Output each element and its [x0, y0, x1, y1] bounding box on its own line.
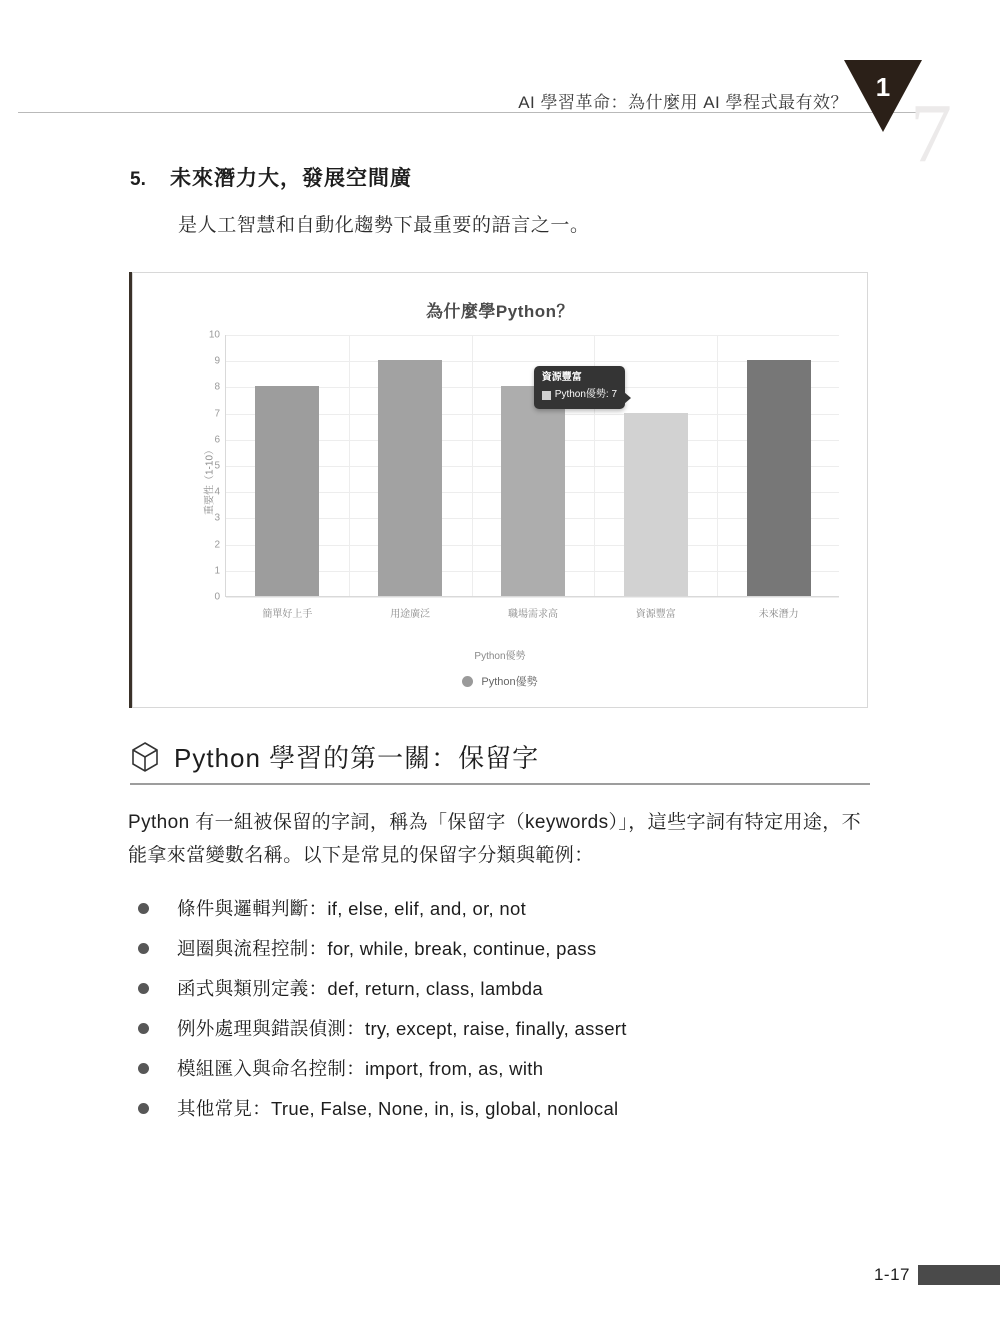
chart-bar[interactable]	[747, 360, 811, 596]
bullet-dot-icon	[138, 943, 149, 954]
chart-legend[interactable]	[133, 673, 867, 689]
y-axis-tick-label: 0	[214, 591, 220, 603]
y-axis-tick-label: 9	[214, 355, 220, 367]
chapter-badge	[844, 60, 922, 138]
list-item-label: 迴圈與流程控制：for, while, break, continue, pass	[177, 938, 597, 959]
list-item	[138, 1088, 878, 1128]
y-gridline	[226, 597, 839, 598]
chart-title: 為什麼學Python？	[425, 302, 575, 321]
tooltip-arrow-icon	[624, 392, 631, 404]
list-item-label: 其他常見：True, False, None, in, is, global, nonlocal	[177, 1098, 619, 1119]
chart-plot-area	[167, 329, 839, 625]
list-item	[138, 928, 878, 968]
x-axis-title: Python優勢	[474, 651, 526, 662]
y-axis-tick-label: 5	[214, 460, 220, 472]
chart-bar[interactable]	[255, 386, 319, 596]
numbered-item-description: 是人工智慧和自動化趨勢下最重要的語言之一。	[178, 215, 590, 236]
running-head-title: AI 學習革命：為什麼用 AI 學程式最有效？	[518, 93, 848, 112]
bullet-dot-icon	[138, 903, 149, 914]
x-axis-tick-label: 用途廣泛	[390, 609, 431, 620]
y-axis-title: 重要性（1-10）	[204, 444, 216, 516]
keyword-bullet-list	[138, 888, 878, 1128]
bullet-dot-icon	[138, 1103, 149, 1114]
bullet-dot-icon	[138, 1023, 149, 1034]
tooltip-value-row	[542, 388, 617, 403]
chart-bar[interactable]	[624, 413, 688, 596]
cube-icon	[130, 741, 160, 773]
chart-tooltip	[534, 366, 625, 409]
list-item-label: 函式與類別定義：def, return, class, lambda	[177, 978, 543, 999]
list-item	[138, 888, 878, 928]
tooltip-title: 資源豐富	[541, 371, 582, 383]
watermark-number: 7	[910, 87, 952, 180]
x-axis-tick-label: 未來潛力	[758, 609, 799, 620]
y-axis-tick-label: 3	[214, 512, 220, 524]
x-gridline	[717, 335, 718, 596]
list-item-label: 例外處理與錯誤偵測：try, except, raise, finally, assert	[177, 1018, 627, 1039]
list-item	[138, 968, 878, 1008]
y-axis-tick-label: 4	[214, 486, 220, 498]
y-gridline	[226, 335, 839, 336]
list-item-label: 條件與邏輯判斷：if, else, elif, and, or, not	[177, 898, 527, 919]
section-heading-row	[130, 738, 870, 783]
x-gridline	[349, 335, 350, 596]
tooltip-swatch-icon	[542, 391, 551, 400]
bullet-dot-icon	[138, 983, 149, 994]
list-item	[138, 1048, 878, 1088]
tooltip-value-text: Python優勢: 7	[554, 389, 618, 401]
page-number: 1-17	[873, 1265, 910, 1284]
numbered-item-title: 未來潛力大，發展空間廣	[170, 167, 412, 190]
chart-bar[interactable]	[501, 386, 565, 596]
x-axis-tick-label: 簡單好上手	[262, 609, 313, 620]
legend-label: Python優勢	[481, 676, 538, 688]
y-axis-tick-label: 6	[214, 434, 220, 446]
body-paragraph: Python 有一組被保留的字詞，稱為「保留字（keywords）」，這些字詞有特定用途，不能拿來當變數名稱。以下是常見的保留字分類與範例：	[128, 812, 862, 867]
footer-accent-bar	[918, 1265, 1000, 1285]
y-axis-tick-label: 8	[214, 381, 220, 393]
bullet-dot-icon	[138, 1063, 149, 1074]
numbered-item-heading-row	[130, 162, 870, 192]
section-heading-rule	[130, 783, 870, 785]
x-axis-tick-label: 職場需求高	[508, 609, 558, 620]
chart-figure	[132, 272, 868, 708]
y-axis-tick-label: 2	[214, 539, 220, 551]
chapter-number: 1	[875, 72, 891, 102]
x-gridline	[472, 335, 473, 596]
y-axis-tick-label: 10	[208, 329, 220, 341]
x-axis-tick-label: 資源豐富	[635, 609, 676, 620]
list-item-label: 模組匯入與命名控制：import, from, as, with	[177, 1058, 544, 1079]
page-footer	[0, 1263, 1000, 1289]
section-heading-text: Python 學習的第一關：保留字	[174, 743, 540, 773]
list-item	[138, 1008, 878, 1048]
section-heading	[130, 738, 870, 785]
y-axis-tick-label: 7	[214, 408, 220, 420]
chart-bar[interactable]	[378, 360, 442, 596]
legend-marker-icon	[462, 676, 473, 687]
y-axis-tick-label: 1	[214, 565, 220, 577]
numbered-item-number: 5.	[130, 169, 146, 190]
numbered-list-item	[130, 162, 870, 237]
